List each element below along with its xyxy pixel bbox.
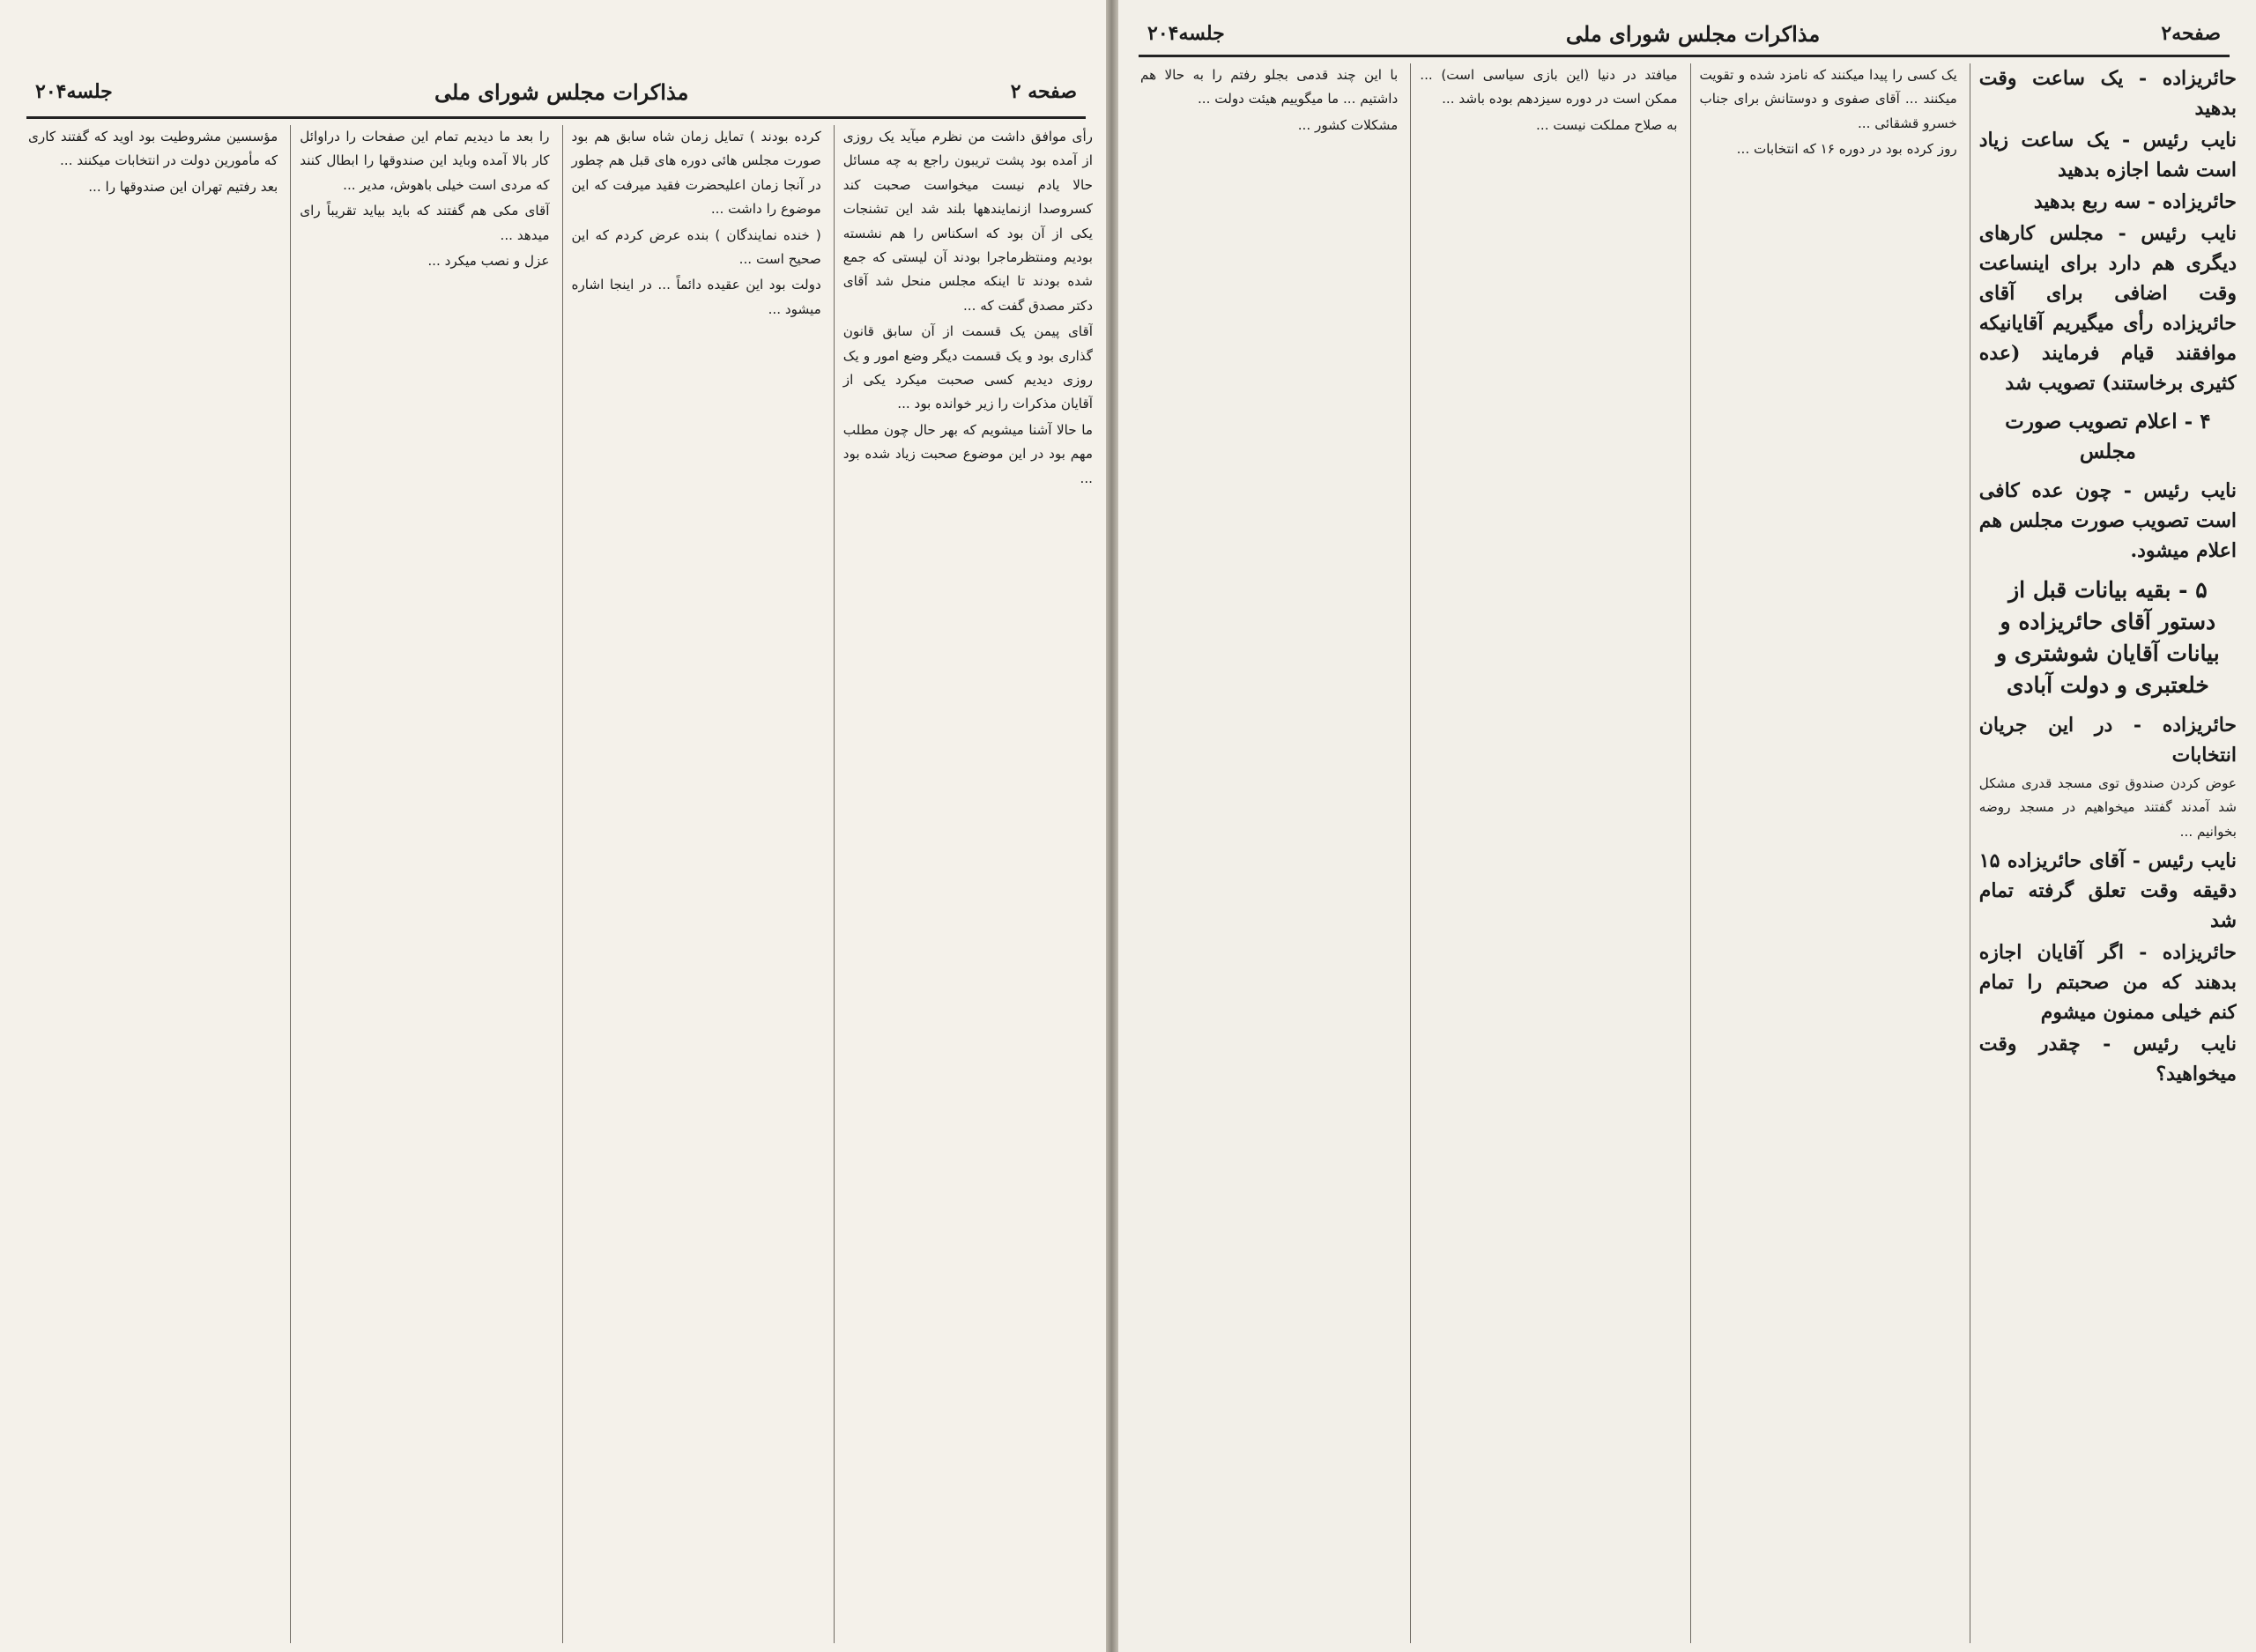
paragraph: میافتد در دنیا (این بازی سیاسی است) ... ممکن است در دوره سیزدهم بوده باشد ... xyxy=(1420,67,1678,107)
text-column xyxy=(1690,63,1957,1643)
paragraph: کرده بودند ) تمایل زمان شاه سابق هم بود صورت مجلس هائی دوره های قبل هم چطور در آنجا زمان اعلیحضرت فقید میرفت که این موضوع را داشت ... xyxy=(571,129,821,218)
paragraph: عوض کردن صندوق توی مسجد قدری مشکل شد آمدند گفتند میخواهیم در مسجد روضه بخوانیم ... xyxy=(1978,775,2237,840)
right-header-rule xyxy=(1139,55,2230,57)
paragraph: به صلاح مملکت نیست ... xyxy=(1536,116,1678,133)
speaker-line: نایب رئیس - یک ساعت زیاد است شما اجازه بدهید xyxy=(1978,129,2237,181)
text-column xyxy=(290,125,549,1643)
speaker-line: نایب رئیس - چقدر وقت میخواهید؟ xyxy=(1978,1033,2237,1086)
text-column xyxy=(1132,63,1398,1643)
paragraph: را بعد ما دیدیم تمام این صفحات را دراوائل کار بالا آمده وباید این صندوقها را ابطال کنند که مردی است خیلی باهوش، مدیر ... xyxy=(300,129,550,193)
speaker-line: حائریزاده - یک ساعت وقت بدهید xyxy=(1978,67,2237,120)
left-page-title: مذاکرات مجلس شورای ملی xyxy=(434,78,689,105)
left-header-rule xyxy=(26,116,1086,119)
right-session-number: جلسه۲۰۴ xyxy=(1147,22,1225,45)
text-column xyxy=(1410,63,1677,1643)
left-session-number: جلسه۲۰۴ xyxy=(35,80,113,103)
speaker-line: نایب رئیس - مجلس کارهای دیگری هم دارد برای اینساعت وقت اضافی برای آقای حائریزاده رأی میگیریم آقایانیکه موافقند قیام فرمایند (عده کثیری برخاستند) تصویب شد xyxy=(1978,222,2237,395)
right-page-title: مذاکرات مجلس شورای ملی xyxy=(1565,20,1821,47)
paragraph: آقای مکی هم گفتند که باید بیاید تقریباً رای میدهد ... xyxy=(300,203,550,243)
speaker-line: حائریزاده - اگر آقایان اجازه بدهند که من صحبتم را تمام کنم خیلی ممنون میشوم xyxy=(1978,941,2237,1025)
paragraph: ما حالا آشنا میشویم که بهر حال چون مطلب مهم بود در این موضوع صحبت زیاد شده بود ... xyxy=(842,421,1093,486)
paragraph: با این چند قدمی بجلو رفتم را به حالا هم داشتیم ... ما میگوییم هیئت دولت ... xyxy=(1140,67,1399,107)
paragraph: عزل و نصب میکرد ... xyxy=(427,253,550,270)
speaker-line: حائریزاده - در این جریان انتخابات xyxy=(1978,714,2237,767)
left-columns xyxy=(19,125,1093,1643)
paragraph: روز کرده بود در دوره ۱۶ که انتخابات ... xyxy=(1736,141,1957,158)
paragraph: مؤسسین مشروطیت بود اوید که گفتند کاری که مأمورین دولت در انتخابات میکنند ... xyxy=(28,129,278,169)
paragraph: مشکلات کشور ... xyxy=(1297,116,1399,133)
text-column xyxy=(19,125,278,1643)
left-page-number: صفحه ۲ xyxy=(1010,80,1077,103)
text-column xyxy=(1970,63,2237,1643)
paragraph: رأی موافق داشت من نظرم میآید یک روزی از آمده بود پشت تریبون راجع به چه مسائل حالا یادم نیست میخواست صحبت کند کسروصدا ازنمایندهها بلند شد این تشنجات یکی از آن بود که اسکناس را هم نشسته بودیم ومنتظرماجرا بودند آن لیستی که جمع شده بودند تا اینکه مجلس منحل شد آقای دکتر مصدق گفت که ... xyxy=(842,129,1093,314)
speaker-line: نایب رئیس - آقای حائریزاده ۱۵ دقیقه وقت تعلق گرفته تمام شد xyxy=(1978,849,2237,933)
left-page xyxy=(0,0,1112,1652)
book-gutter xyxy=(1106,0,1118,1652)
right-page-header xyxy=(1112,11,2256,56)
paragraph: دولت بود این عقیده دائماً ... در اینجا اشاره میشود ... xyxy=(571,277,821,317)
right-page xyxy=(1112,0,2256,1652)
paragraph: ( خنده نمایندگان ) بنده عرض کردم که این صحیح است ... xyxy=(571,226,821,268)
section-heading: ۵ - بقیه بیانات قبل از دستور آقای حائریزاده و بیانات آقایان شوشتری و خلعتبری و دولت آبادی xyxy=(1996,577,2220,698)
paragraph: یک کسی را پیدا میکنند که نامزد شده و تقویت میکنند ... آقای صفوی و دوستانش برای جناب خسرو قشقائی ... xyxy=(1699,67,1957,131)
right-page-number: صفحه۲ xyxy=(2161,22,2221,45)
paragraph: آقای پیمن یک قسمت از آن سابق قانون گذاری بود و یک قسمت دیگر وضع امور و یک روزی دیدیم کسی صحبت میکرد یکی از آقایان مذکرات را زیر خوانده بود ... xyxy=(842,323,1093,412)
text-column xyxy=(834,125,1093,1643)
left-page-header xyxy=(0,69,1112,115)
right-columns xyxy=(1132,63,2237,1643)
paragraph: بعد رفتیم تهران این صندوقها را ... xyxy=(88,178,278,195)
speaker-line: حائریزاده - سه ربع بدهید xyxy=(2033,190,2237,213)
text-column xyxy=(562,125,821,1643)
section-heading: ۴ - اعلام تصویب صورت مجلس xyxy=(2005,410,2211,463)
speaker-line: نایب رئیس - چون عده کافی است تصویب صورت مجلس هم اعلام میشود. xyxy=(1978,479,2237,562)
